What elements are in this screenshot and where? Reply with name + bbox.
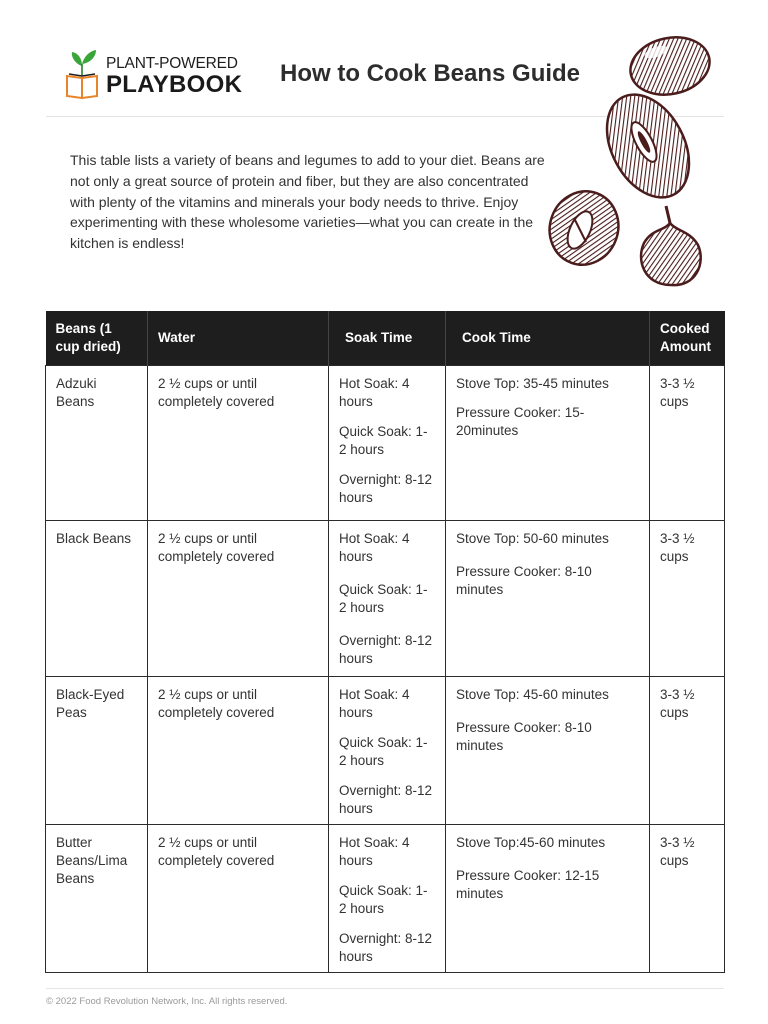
- brand-logo: [66, 46, 256, 102]
- cook-time: [446, 365, 650, 520]
- header-soak-time: Soak Time: [329, 311, 446, 365]
- water-amount: 2 ½ cups or until completely covered: [148, 676, 329, 824]
- soak-overnight: Overnight: 8-12 hours: [339, 632, 433, 666]
- bean-name: Butter Beans/Lima Beans: [46, 824, 148, 972]
- soak-time: [329, 676, 446, 824]
- header-cook-time: Cook Time: [446, 311, 650, 365]
- brand-line-2: PLAYBOOK: [106, 71, 243, 98]
- soak-quick: Quick Soak: 1-2 hours: [339, 734, 428, 768]
- bean-name: Black-Eyed Peas: [46, 676, 148, 824]
- soak-quick: Quick Soak: 1-2 hours: [339, 882, 428, 916]
- plant-book-icon: [66, 46, 100, 102]
- table-row: [46, 824, 725, 972]
- cook-stove-top: Stove Top: 35-45 minutes: [456, 375, 609, 391]
- header-beans: Beans (1 cup dried): [46, 311, 148, 365]
- cook-pressure-cooker: Pressure Cooker: 8-10 minutes: [456, 719, 592, 753]
- soak-time: [329, 824, 446, 972]
- bean-top: [625, 30, 715, 101]
- beans-cooking-table: [45, 311, 725, 973]
- bean-lower-right: [641, 206, 701, 285]
- header-water: Water: [148, 311, 329, 365]
- soak-hot: Hot Soak: 4 hours: [339, 375, 410, 409]
- water-amount: 2 ½ cups or until completely covered: [148, 520, 329, 676]
- cook-time: [446, 676, 650, 824]
- page-title: How to Cook Beans Guide: [280, 60, 581, 87]
- soak-quick: Quick Soak: 1-2 hours: [339, 423, 428, 457]
- beans-illustration: [544, 30, 724, 292]
- header-cooked-amount: Cooked Amount: [650, 311, 725, 365]
- cooked-amount: 3-3 ½ cups: [650, 824, 725, 972]
- soak-overnight: Overnight: 8-12 hours: [339, 782, 433, 816]
- cook-stove-top: Stove Top: 45-60 minutes: [456, 686, 609, 702]
- cooked-amount: 3-3 ½ cups: [650, 365, 725, 520]
- brand-line-1: PLANT-POWERED: [106, 55, 238, 72]
- soak-quick: Quick Soak: 1-2 hours: [339, 581, 428, 615]
- bean-name: Black Beans: [46, 520, 148, 676]
- copyright-footer: © 2022 Food Revolution Network, Inc. All rights reserved.: [46, 996, 288, 1007]
- soak-hot: Hot Soak: 4 hours: [339, 686, 410, 720]
- cook-time: [446, 520, 650, 676]
- cook-pressure-cooker: Pressure Cooker: 12-15 minutes: [456, 867, 600, 901]
- intro-paragraph: This table lists a variety of beans and legumes to add to your diet. Beans are not only a great source of protein and fiber, but they are also concentrated with plenty of the vitamins and minerals your body needs to thrive. Enjoy experimenting with these wholesome varieties—what you can create in the kitchen is endless!: [70, 152, 545, 252]
- cooked-amount: 3-3 ½ cups: [650, 520, 725, 676]
- table-row: [46, 520, 725, 676]
- soak-time: [329, 365, 446, 520]
- footer-divider: [46, 988, 724, 989]
- cook-pressure-cooker: Pressure Cooker: 15-20minutes: [456, 404, 585, 438]
- water-amount: 2 ½ cups or until completely covered: [148, 824, 329, 972]
- soak-overnight: Overnight: 8-12 hours: [339, 930, 433, 964]
- cook-stove-top: Stove Top: 50-60 minutes: [456, 530, 609, 546]
- cooked-amount: 3-3 ½ cups: [650, 676, 725, 824]
- table-header-row: [46, 311, 725, 365]
- water-amount: 2 ½ cups or until completely covered: [148, 365, 329, 520]
- table-row: [46, 365, 725, 520]
- table-row: [46, 676, 725, 824]
- cook-time: [446, 824, 650, 972]
- cook-pressure-cooker: Pressure Cooker: 8-10 minutes: [456, 563, 592, 597]
- bean-name: Adzuki Beans: [46, 365, 148, 520]
- bean-lower-left: [544, 182, 629, 275]
- cook-stove-top: Stove Top:45-60 minutes: [456, 834, 606, 850]
- soak-time: [329, 520, 446, 676]
- soak-hot: Hot Soak: 4 hours: [339, 834, 410, 868]
- bean-middle: [590, 81, 705, 212]
- soak-overnight: Overnight: 8-12 hours: [339, 471, 433, 505]
- soak-hot: Hot Soak: 4 hours: [339, 530, 410, 564]
